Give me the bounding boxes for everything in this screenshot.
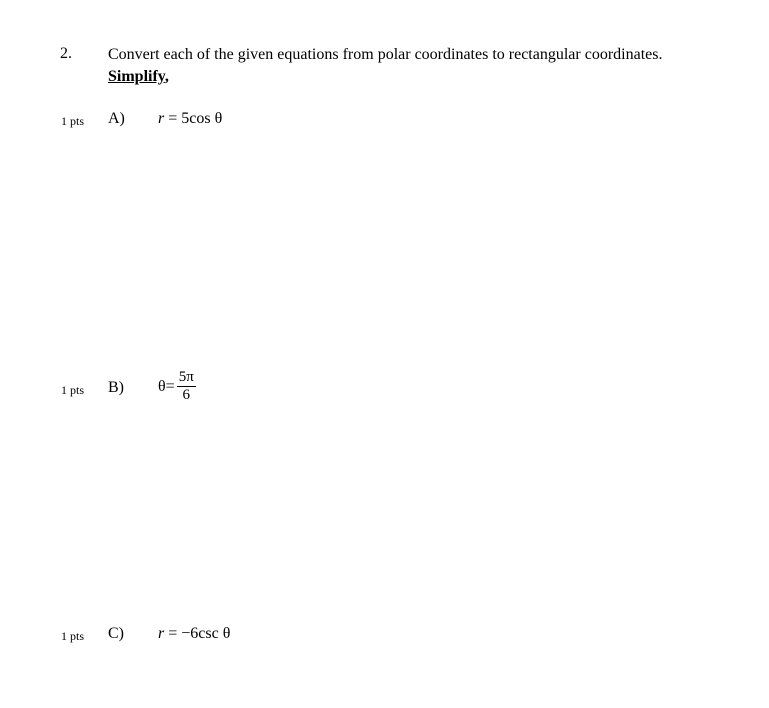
part-a-equation	[158, 110, 222, 128]
part-b-equation	[158, 369, 196, 404]
part-b-points: 1 pts	[61, 383, 85, 397]
simplify-label	[108, 68, 169, 86]
part-a-equals: =	[164, 110, 182, 127]
part-a-label: A)	[108, 110, 125, 127]
part-c-equals: =	[164, 625, 182, 642]
question-number: 2.	[60, 45, 72, 62]
part-c-rhs: −6csc θ	[181, 625, 231, 642]
part-b-label: B)	[108, 379, 124, 396]
part-b-lhs: θ	[158, 377, 166, 395]
part-b-denominator: 6	[182, 387, 190, 403]
part-b-fraction	[177, 369, 196, 404]
question-instruction: Convert each of the given equations from polar coordinates to rectangular coordinates.	[108, 46, 663, 63]
part-c-lhs: r	[158, 625, 165, 642]
part-a-points: 1 pts	[61, 114, 85, 128]
part-b-numerator: 5π	[178, 369, 194, 385]
part-c-equation	[158, 625, 230, 643]
simplify-suffix: ,	[164, 68, 169, 85]
part-c-points: 1 pts	[61, 629, 85, 643]
part-c-label: C)	[108, 625, 124, 642]
simplify-word: Simplify	[108, 68, 165, 85]
part-a-rhs: 5cos θ	[181, 110, 223, 127]
part-b-equals: =	[165, 377, 175, 395]
part-a-lhs: r	[158, 110, 165, 127]
